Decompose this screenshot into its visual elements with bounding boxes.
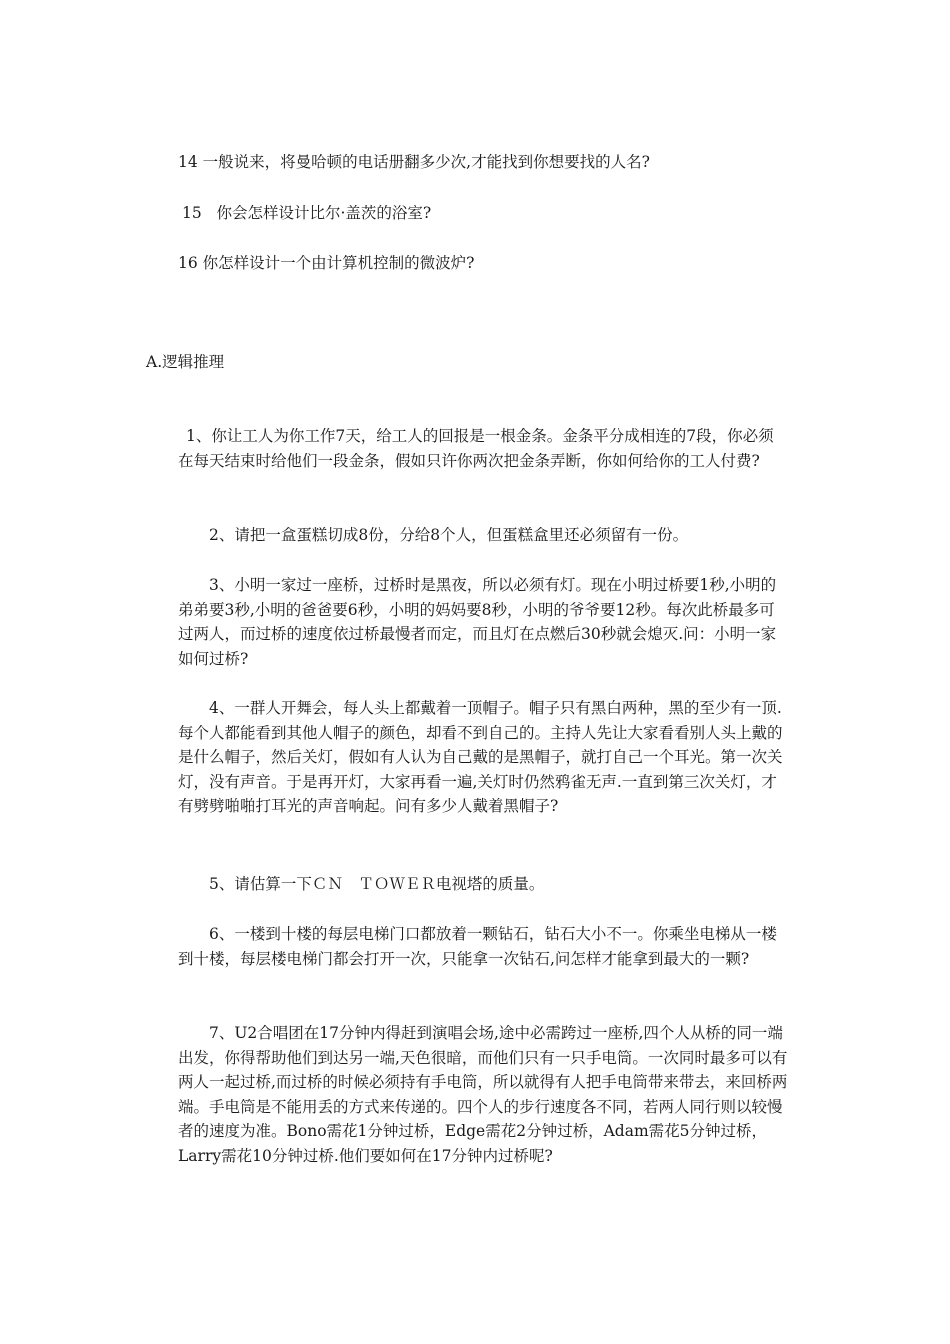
puzzle-4 [178,696,788,819]
puzzle-1-text: 1、你让工人为你工作7天，给工人的回报是一根金条。金条平分成相连的7段，你必须在每天结束时给他们一段金条，假如只许你两次把金条弄断，你如何给你的工人付费? [178,427,774,470]
puzzle-7 [178,1021,788,1169]
question-14: 14 一般说来，将曼哈顿的电话册翻多少次,才能找到你想要找的人名? [178,153,650,171]
puzzle-5-text: 5、请估算一下ＣＮ ＴＯＷＥＲ电视塔的质量。 [209,875,545,893]
puzzle-1 [178,424,788,473]
puzzle-2 [178,523,788,548]
puzzle-2-text: 2、请把一盒蛋糕切成8份，分给8个人，但蛋糕盒里还必须留有一份。 [209,526,689,544]
puzzle-3-text: 3、小明一家过一座桥，过桥时是黑夜，所以必须有灯。现在小明过桥要1秒,小明的弟弟要3秒,小明的爸爸要6秒，小明的妈妈要8秒，小明的爷爷要12秒。每次此桥最多可过两人，而过桥的速度依过桥最慢者而定，而且灯在点燃后30秒就会熄灭.问：小明一家如何过桥? [178,576,777,668]
puzzle-4-text: 4、一群人开舞会，每人头上都戴着一顶帽子。帽子只有黑白两种，黑的至少有一顶.每个人都能看到其他人帽子的颜色，却看不到自己的。主持人先让大家看看别人头上戴的是什么帽子，然后关灯，假如有人认为自己戴的是黑帽子，就打自己一个耳光。第一次关灯，没有声音。于是再开灯，大家再看一遍,关灯时仍然鸦雀无声.一直到第三次关灯，才有劈劈啪啪打耳光的声音响起。问有多少人戴着黑帽子? [178,699,783,816]
puzzle-5 [178,872,788,897]
question-16: 16 你怎样设计一个由计算机控制的微波炉? [178,254,475,272]
puzzle-6 [178,922,788,971]
puzzle-6-text: 6、一楼到十楼的每层电梯门口都放着一颗钻石，钻石大小不一。你乘坐电梯从一楼到十楼，每层楼电梯门都会打开一次，只能拿一次钻石,问怎样才能拿到最大的一颗? [178,925,777,968]
section-heading: A.逻辑推理 [146,353,225,371]
question-15: 15 你会怎样设计比尔·盖茨的浴室? [182,204,432,222]
puzzle-7-text: 7、U2合唱团在17分钟内得赶到演唱会场,途中必需跨过一座桥,四个人从桥的同一端出发，你得帮助他们到达另一端,天色很暗，而他们只有一只手电筒。一次同时最多可以有两人一起过桥,而过桥的时候必须持有手电筒，所以就得有人把手电筒带来带去，来回桥两端。手电筒是不能用丢的方式来传递的。四个人的步行速度各不同，若两人同行则以较慢者的速度为准。Bono需花1分钟过桥，Edge需花2分钟过桥，Adam需花5分钟过桥，Larry需花10分钟过桥.他们要如何在17分钟内过桥呢? [178,1024,788,1165]
puzzle-3 [178,573,788,671]
